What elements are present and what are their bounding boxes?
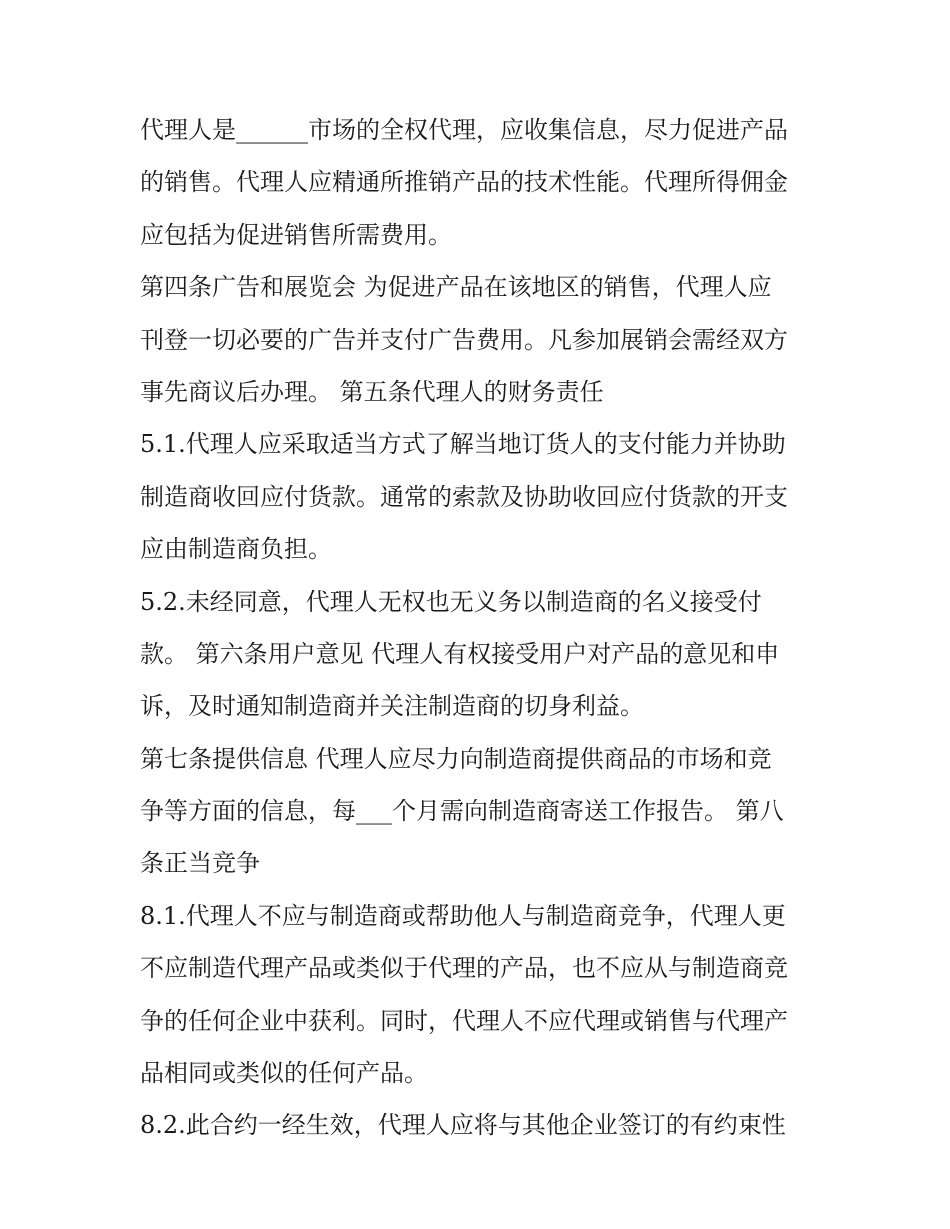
text-line: 争等方面的信息，每___个月需向制造商寄送工作报告。 第八 [140,797,784,826]
text-line: 代理人是______市场的全权代理，应收集信息，尽力促进产品 [140,116,788,144]
document-body [140,104,830,1152]
text-line: 条正当竞争 [140,849,260,878]
text-line: 刊登一切必要的广告并支付广告费用。凡参加展销会需经双方 [140,325,788,354]
text-line: 应由制造商负担。 [140,535,332,564]
text-line: 第七条提供信息 代理人应尽力向制造商提供商品的市场和竞 [140,744,772,773]
text-line: 款。 第六条用户意见 代理人有权接受用户对产品的意见和申 [140,639,780,668]
text-line: 8.2.此合约一经生效，代理人应将与其他企业签订的有约束性 [140,1111,786,1140]
text-line: 不应制造代理产品或类似于代理的产品，也不应从与制造商竞 [140,954,788,983]
text-line: 的销售。代理人应精通所推销产品的技术性能。代理所得佣金 [140,168,788,197]
text-line: 5.1.代理人应采取适当方式了解当地订货人的支付能力并协助 [140,430,786,459]
text-line: 5.2.未经同意，代理人无权也无义务以制造商的名义接受付 [140,587,762,616]
text-line: 品相同或类似的任何产品。 [140,1059,428,1088]
text-line: 应包括为促进销售所需费用。 [140,220,452,249]
text-line: 制造商收回应付货款。通常的索款及协助收回应付货款的开支 [140,482,788,511]
text-line: 第四条广告和展览会 为促进产品在该地区的销售，代理人应 [140,273,772,302]
text-line: 8.1.代理人不应与制造商或帮助他人与制造商竞争，代理人更 [140,901,786,930]
text-line: 诉，及时通知制造商并关注制造商的切身利益。 [140,692,644,721]
text-line: 争的任何企业中获利。同时，代理人不应代理或销售与代理产 [140,1006,788,1035]
text-line: 事先商议后办理。 第五条代理人的财务责任 [140,377,604,406]
